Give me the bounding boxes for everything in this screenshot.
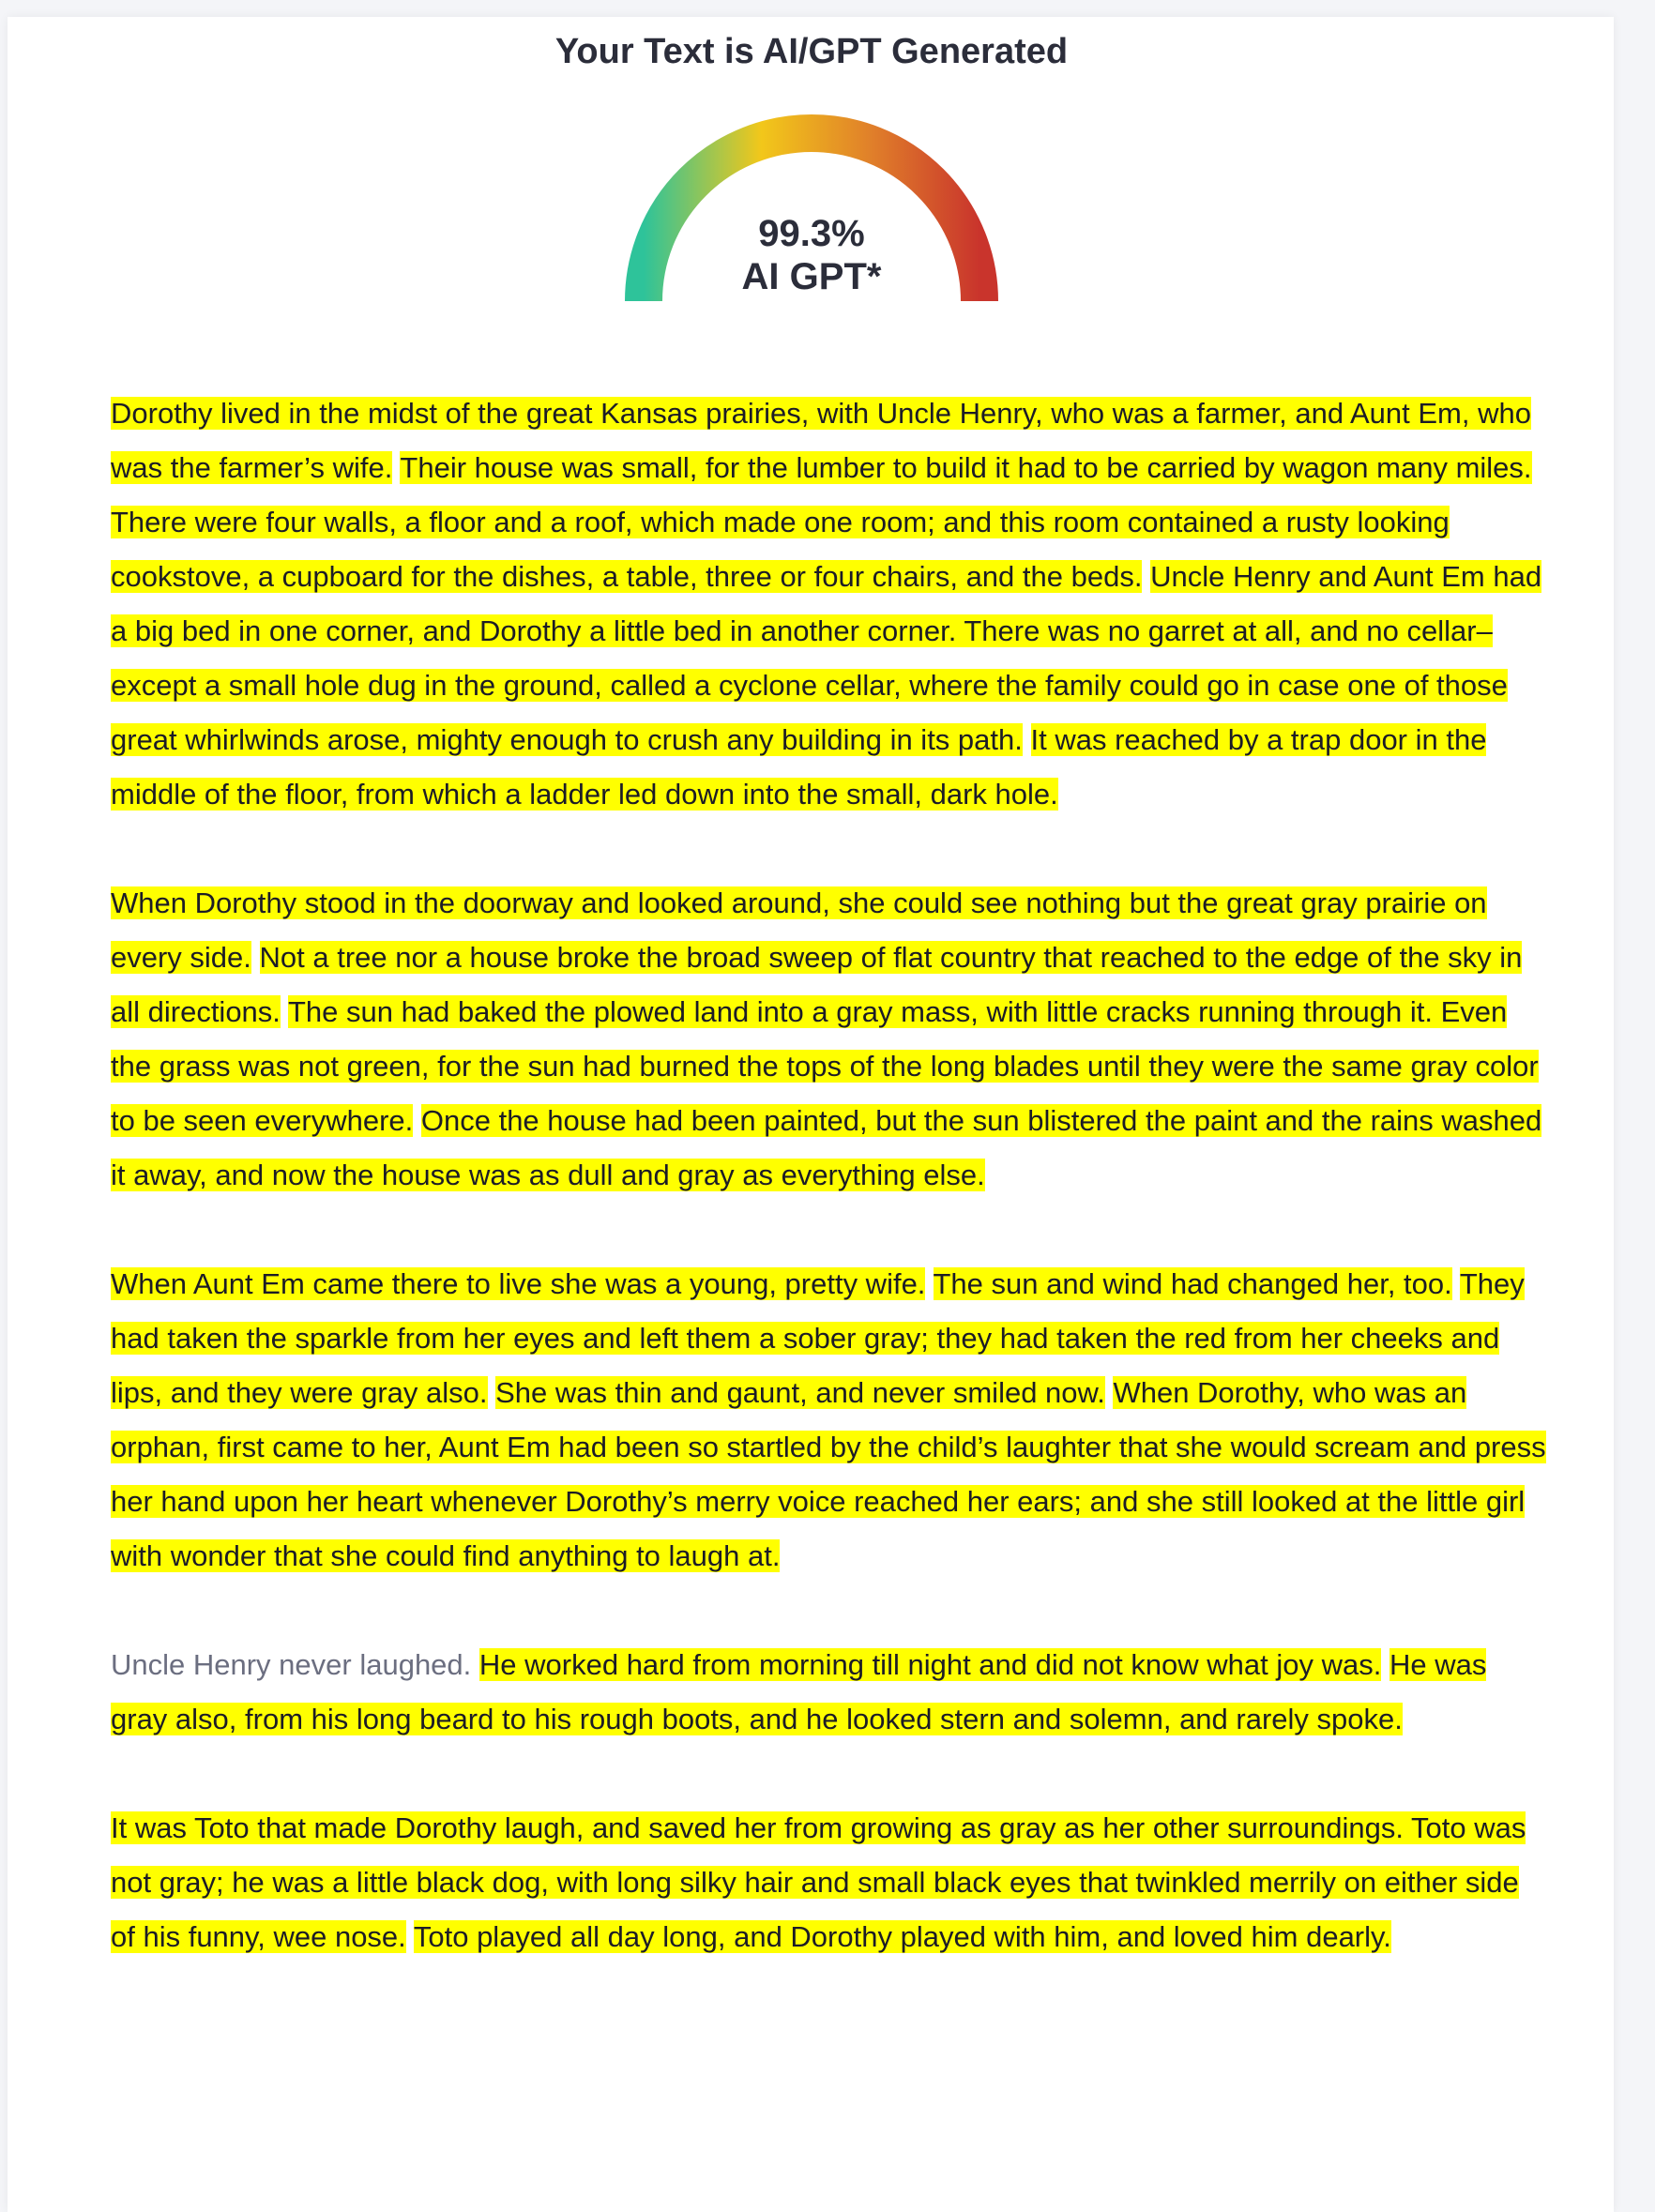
text-paragraph	[111, 386, 1546, 822]
ai-highlighted-sentence: Their house was small, for the lumber to build it had to be carried by wagon many miles.	[400, 451, 1532, 484]
human-sentence: Uncle Henry never laughed.	[111, 1648, 472, 1681]
ai-highlighted-sentence: The sun and wind had changed her, too.	[933, 1267, 1452, 1300]
gauge-label: AI GPT*	[741, 256, 882, 297]
gauge-percentage: 99.3%	[758, 213, 865, 254]
ai-highlighted-sentence: There were four walls, a floor and a roof, which made one room; and this room contained a rusty looking cookstove, a cupboard for the dishes, a table, three or four chairs, and the beds.	[111, 506, 1450, 593]
text-paragraph	[111, 1638, 1546, 1747]
ai-highlighted-sentence: It was Toto that made Dorothy laugh, and saved her from growing as gray as her other surroundings. Toto was not gray; he was a little black dog, with long silky hair and small black eyes that twinkled merrily on either side of his funny, wee nose.	[111, 1811, 1526, 1953]
ai-highlighted-sentence: Toto played all day long, and Dorothy played with him, and loved him dearly.	[413, 1920, 1391, 1953]
ai-highlighted-sentence: The sun had baked the plowed land into a gray mass, with little cracks running through it. Even the grass was not green, for the sun had burned the tops of the long blades until they were the same gray color to be seen everywhere.	[111, 995, 1539, 1137]
ai-highlighted-sentence: He worked hard from morning till night and did not know what joy was.	[478, 1648, 1382, 1681]
ai-highlighted-sentence: When Aunt Em came there to live she was a young, pretty wife.	[111, 1267, 926, 1300]
analyzed-text	[111, 386, 1546, 2019]
ai-highlighted-sentence: Not a tree nor a house broke the broad sweep of flat country that reached to the edge of the sky in all directions.	[111, 941, 1523, 1028]
ai-highlighted-sentence: When Dorothy stood in the doorway and looked around, she could see nothing but the great gray prairie on every side.	[111, 886, 1487, 974]
text-paragraph	[111, 876, 1546, 1203]
text-paragraph	[111, 1801, 1546, 1964]
ai-highlighted-sentence: Once the house had been painted, but the sun blistered the paint and the rains washed it away, and now the house was as dull and gray as everything else.	[111, 1104, 1542, 1191]
ai-highlighted-sentence: She was thin and gaunt, and never smiled now.	[495, 1376, 1105, 1409]
text-paragraph	[111, 1257, 1546, 1583]
ai-highlighted-sentence: He was gray also, from his long beard to his rough boots, and he looked stern and solemn, and rarely spoke.	[111, 1648, 1487, 1735]
ai-highlighted-sentence: Dorothy lived in the midst of the great Kansas prairies, with Uncle Henry, who was a farmer, and Aunt Em, who was the farmer’s wife.	[111, 397, 1531, 484]
ai-highlighted-sentence: When Dorothy, who was an orphan, first came to her, Aunt Em had been so startled by the child’s laughter that she would scream and press her hand upon her heart whenever Dorothy’s merry voice reached her ears; and she still looked at the little girl with wonder that she could find anything to laugh at.	[111, 1376, 1546, 1572]
ai-highlighted-sentence: Uncle Henry and Aunt Em had a big bed in one corner, and Dorothy a little bed in another corner. There was no garret at all, and no cellar–except a small hole dug in the ground, called a cyclone cellar, where the family could go in case one of those great whirlwinds arose, mighty enough to crush any building in its path.	[111, 560, 1542, 756]
result-title: Your Text is AI/GPT Generated	[554, 32, 1069, 71]
ai-highlighted-sentence: They had taken the sparkle from her eyes and left them a sober gray; they had taken the red from her cheeks and lips, and they were gray also.	[111, 1267, 1525, 1409]
ai-highlighted-sentence: It was reached by a trap door in the middle of the floor, from which a ladder led down into the small, dark hole.	[111, 723, 1487, 811]
